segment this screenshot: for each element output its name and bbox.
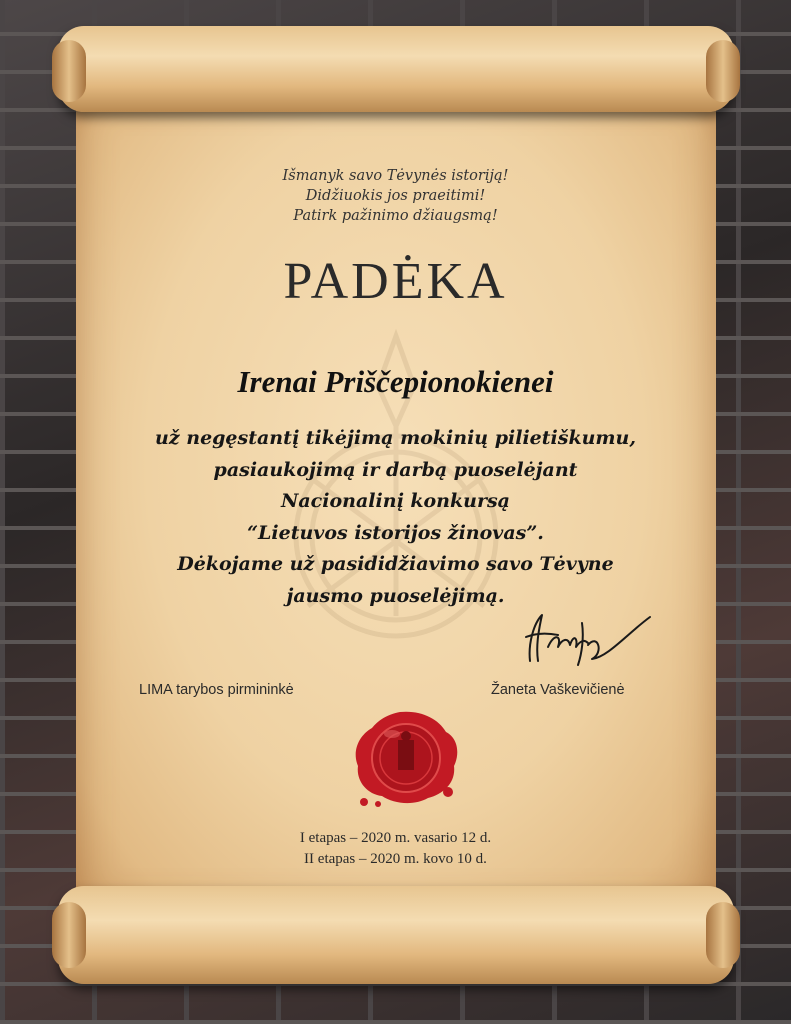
- scroll-curl-right: [706, 40, 740, 102]
- stage-dates: [0, 828, 791, 870]
- motto-line-2: Didžiuokis jos praeitimi!: [305, 188, 486, 204]
- citation-line-3: Nacionalinį konkursą: [281, 490, 510, 512]
- signatory-position: LIMA tarybos pirmininkė: [139, 682, 294, 698]
- scroll-roll-top: [58, 26, 734, 112]
- motto-line-3: Patirk pažinimo džiaugsmą!: [293, 208, 498, 224]
- signatory-name: Žaneta Vaškevičienė: [491, 682, 625, 698]
- document-title: PADĖKA: [283, 253, 508, 310]
- citation-line-4: “Lietuvos istorijos žinovas”.: [247, 521, 544, 544]
- citation-text: [0, 423, 791, 612]
- citation-line-1: už negęstantį tikėjimą mokinių pilietiškumu,: [155, 427, 636, 449]
- citation-line-2: pasiaukojimą ir darbą puoselėjant: [213, 458, 578, 481]
- recipient-name: Irenai Priščepionokienei: [237, 364, 554, 399]
- stage-1-date: I etapas – 2020 m. vasario 12 d.: [299, 830, 492, 846]
- citation-line-6: jausmo puoselėjimą.: [286, 584, 505, 607]
- scroll-curl-left: [52, 40, 86, 102]
- scroll-curl-right: [706, 902, 740, 968]
- motto-line-1: Išmanyk savo Tėvynės istoriją!: [282, 168, 509, 184]
- scroll-roll-bottom: [58, 886, 734, 984]
- handwritten-signature: [518, 603, 658, 673]
- wax-seal-icon: [348, 708, 466, 810]
- scroll-curl-left: [52, 902, 86, 968]
- citation-line-5: Dėkojame už pasididžiavimo savo Tėvyne: [177, 553, 614, 575]
- motto: [0, 166, 791, 226]
- stage-2-date: II etapas – 2020 m. kovo 10 d.: [304, 851, 487, 867]
